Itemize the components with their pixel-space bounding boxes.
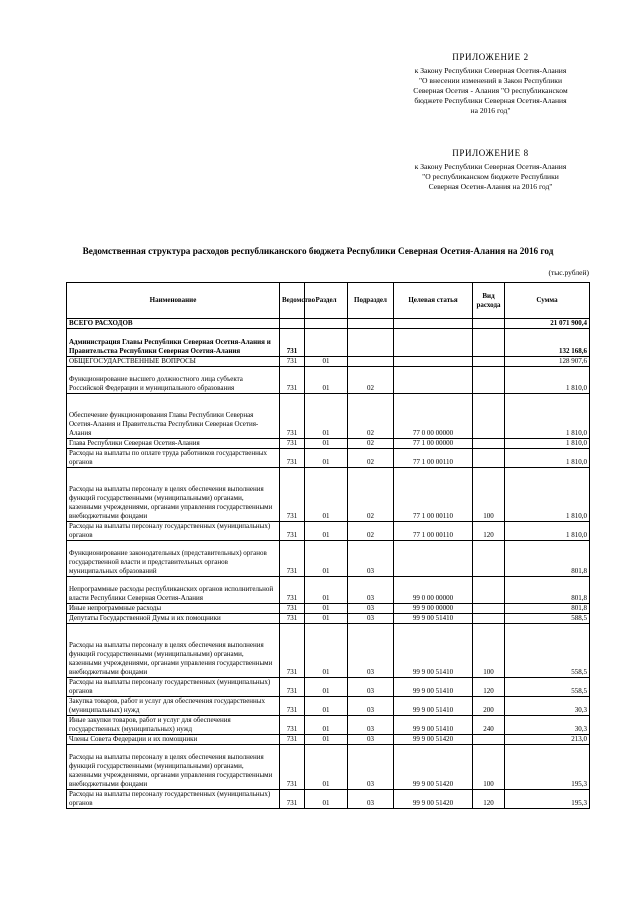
cell-section: 01 — [305, 439, 348, 449]
cell-subsection — [348, 329, 394, 357]
cell-ministry: 731 — [280, 716, 305, 735]
header-ministry: Ведомство — [280, 283, 305, 319]
cell-section: 01 — [305, 614, 348, 624]
table-row — [67, 697, 590, 716]
cell-target-article — [394, 319, 473, 329]
appendix-2-line: бюджете Республики Северная Осетия-Алания — [414, 96, 567, 105]
cell-expense-type — [473, 577, 505, 604]
cell-ministry: 731 — [280, 449, 305, 468]
cell-expense-type — [473, 604, 505, 614]
cell-name: Закупка товаров, работ и услуг для обеспечения государственных (муниципальных) нужд — [67, 697, 280, 716]
cell-name: ВСЕГО РАСХОДОВ — [67, 319, 280, 329]
table-row — [67, 541, 590, 577]
cell-name: Депутаты Государственной Думы и их помощники — [67, 614, 280, 624]
cell-ministry: 731 — [280, 735, 305, 745]
table-row — [67, 522, 590, 541]
cell-section: 01 — [305, 624, 348, 678]
cell-section: 01 — [305, 697, 348, 716]
cell-expense-type: 100 — [473, 468, 505, 522]
cell-ministry: 731 — [280, 329, 305, 357]
cell-target-article: 99 9 00 51410 — [394, 614, 473, 624]
cell-name: Функционирование законодательных (представительных) органов государственной власти и представительных органов муниципальных образований — [67, 541, 280, 577]
cell-subsection: 03 — [348, 697, 394, 716]
cell-section: 01 — [305, 577, 348, 604]
cell-subsection: 02 — [348, 449, 394, 468]
cell-target-article — [394, 541, 473, 577]
cell-name: Расходы на выплаты персоналу в целях обеспечения выполнения функций государственными (муниципальными) органами, казенными учреждениями, органами управления государственными внебюджетными фондами — [67, 624, 280, 678]
table-row — [67, 604, 590, 614]
cell-ministry: 731 — [280, 604, 305, 614]
cell-target-article — [394, 367, 473, 394]
cell-subsection: 02 — [348, 468, 394, 522]
cell-expense-type: 200 — [473, 697, 505, 716]
cell-section: 01 — [305, 541, 348, 577]
header-subsection: Подраздел — [348, 283, 394, 319]
appendix-2-block — [388, 52, 593, 116]
cell-target-article: 77 1 00 00000 — [394, 439, 473, 449]
cell-section: 01 — [305, 735, 348, 745]
cell-target-article: 99 9 00 51420 — [394, 790, 473, 809]
cell-name: Расходы на выплаты персоналу в целях обеспечения выполнения функций государственными (муниципальными) органами, казенными учреждениями, органами управления государственными внебюджетными фондами — [67, 745, 280, 790]
cell-amount: 1 810,0 — [505, 522, 590, 541]
table-row — [67, 367, 590, 394]
cell-amount: 801,8 — [505, 577, 590, 604]
cell-name: Расходы на выплаты персоналу государственных (муниципальных) органов — [67, 678, 280, 697]
cell-section: 01 — [305, 367, 348, 394]
cell-target-article: 99 9 00 51420 — [394, 745, 473, 790]
cell-section: 01 — [305, 745, 348, 790]
table-row — [67, 357, 590, 367]
table-row — [67, 577, 590, 604]
cell-ministry — [280, 319, 305, 329]
cell-section: 01 — [305, 522, 348, 541]
cell-target-article: 99 9 00 51420 — [394, 735, 473, 745]
cell-section: 01 — [305, 678, 348, 697]
cell-section: 01 — [305, 716, 348, 735]
cell-expense-type — [473, 614, 505, 624]
cell-name: Расходы на выплаты по оплате труда работников государственных органов — [67, 449, 280, 468]
table-row — [67, 468, 590, 522]
cell-name: Расходы на выплаты персоналу государственных (муниципальных) органов — [67, 522, 280, 541]
cell-subsection: 03 — [348, 577, 394, 604]
cell-target-article: 77 1 00 00110 — [394, 449, 473, 468]
appendix-2-line: на 2016 год" — [470, 106, 511, 115]
appendix-8-line: "О республиканском бюджете Республики — [422, 172, 559, 181]
appendix-2-heading: ПРИЛОЖЕНИЕ 2 — [452, 52, 529, 62]
cell-subsection: 03 — [348, 716, 394, 735]
budget-table — [66, 282, 590, 809]
cell-target-article: 99 9 00 51410 — [394, 716, 473, 735]
cell-name: Непрограммные расходы республиканских органов исполнительной власти Республики Северная Осетия-Алания — [67, 577, 280, 604]
document-title: Ведомственная структура расходов республиканского бюджета Республики Северная Осетия-Алания на 2016 год — [82, 246, 554, 256]
cell-subsection: 03 — [348, 735, 394, 745]
cell-expense-type — [473, 735, 505, 745]
cell-section: 01 — [305, 604, 348, 614]
table-row — [67, 716, 590, 735]
cell-amount: 1 810,0 — [505, 439, 590, 449]
cell-expense-type: 240 — [473, 716, 505, 735]
cell-amount: 1 810,0 — [505, 449, 590, 468]
table-row — [67, 439, 590, 449]
cell-target-article: 99 9 00 51410 — [394, 697, 473, 716]
cell-expense-type: 100 — [473, 624, 505, 678]
table-row — [67, 624, 590, 678]
cell-amount: 195,3 — [505, 790, 590, 809]
cell-subsection — [348, 319, 394, 329]
cell-expense-type — [473, 394, 505, 439]
cell-ministry: 731 — [280, 678, 305, 697]
cell-expense-type — [473, 329, 505, 357]
appendix-2-line: "О внесении изменений в Закон Республики — [418, 76, 563, 85]
cell-amount: 558,5 — [505, 678, 590, 697]
cell-ministry: 731 — [280, 624, 305, 678]
cell-section: 01 — [305, 449, 348, 468]
cell-name: Члены Совета Федерации и их помощники — [67, 735, 280, 745]
table-row — [67, 394, 590, 439]
cell-amount: 30,3 — [505, 716, 590, 735]
cell-section — [305, 329, 348, 357]
cell-ministry: 731 — [280, 790, 305, 809]
cell-expense-type — [473, 541, 505, 577]
cell-subsection: 03 — [348, 604, 394, 614]
cell-expense-type: 120 — [473, 522, 505, 541]
cell-subsection: 02 — [348, 367, 394, 394]
cell-name: Иные непрограммные расходы — [67, 604, 280, 614]
cell-subsection: 02 — [348, 522, 394, 541]
cell-amount: 30,3 — [505, 697, 590, 716]
cell-expense-type: 120 — [473, 790, 505, 809]
cell-ministry: 731 — [280, 614, 305, 624]
cell-name: Глава Республики Северная Осетия-Алания — [67, 439, 280, 449]
cell-ministry: 731 — [280, 357, 305, 367]
appendix-8-heading: ПРИЛОЖЕНИЕ 8 — [452, 148, 529, 158]
cell-target-article: 99 0 00 00000 — [394, 577, 473, 604]
header-name: Наименование — [67, 283, 280, 319]
table-row — [67, 790, 590, 809]
cell-ministry: 731 — [280, 697, 305, 716]
appendix-8-line: к Закону Республики Северная Осетия-Алания — [414, 162, 567, 171]
cell-target-article: 99 9 00 51410 — [394, 624, 473, 678]
cell-section: 01 — [305, 394, 348, 439]
cell-subsection: 03 — [348, 790, 394, 809]
unit-label: (тыс.рублей) — [548, 268, 589, 277]
appendix-2-line: к Закону Республики Северная Осетия-Алания — [414, 66, 567, 75]
header-amount: Сумма — [505, 283, 590, 319]
cell-subsection: 03 — [348, 541, 394, 577]
table-header-row — [67, 283, 590, 319]
cell-section: 01 — [305, 790, 348, 809]
cell-amount: 801,8 — [505, 541, 590, 577]
cell-section: 01 — [305, 468, 348, 522]
cell-expense-type: 120 — [473, 678, 505, 697]
cell-target-article: 77 1 00 00110 — [394, 468, 473, 522]
cell-amount: 21 071 900,4 — [505, 319, 590, 329]
appendix-8-block — [388, 148, 593, 192]
cell-name: Иные закупки товаров, работ и услуг для обеспечения государственных (муниципальных) нужд — [67, 716, 280, 735]
cell-subsection: 03 — [348, 678, 394, 697]
cell-subsection: 03 — [348, 624, 394, 678]
table-row — [67, 319, 590, 329]
cell-target-article: 99 9 00 51410 — [394, 678, 473, 697]
table-row — [67, 678, 590, 697]
cell-subsection: 03 — [348, 614, 394, 624]
cell-amount: 213,0 — [505, 735, 590, 745]
cell-amount: 132 168,6 — [505, 329, 590, 357]
cell-target-article — [394, 329, 473, 357]
cell-amount: 588,5 — [505, 614, 590, 624]
appendix-2-line: Северная Осетия - Алания "О республиканском — [413, 86, 568, 95]
cell-ministry: 731 — [280, 439, 305, 449]
cell-ministry: 731 — [280, 367, 305, 394]
cell-subsection — [348, 357, 394, 367]
cell-ministry: 731 — [280, 541, 305, 577]
cell-subsection: 02 — [348, 439, 394, 449]
header-section: Раздел — [305, 283, 348, 319]
cell-target-article — [394, 357, 473, 367]
cell-expense-type — [473, 319, 505, 329]
appendix-8-line: Северная Осетия-Алания на 2016 год" — [428, 182, 553, 191]
cell-expense-type — [473, 449, 505, 468]
cell-amount: 128 907,6 — [505, 357, 590, 367]
cell-ministry: 731 — [280, 468, 305, 522]
cell-target-article: 99 9 00 00000 — [394, 604, 473, 614]
cell-amount: 558,5 — [505, 624, 590, 678]
cell-subsection: 03 — [348, 745, 394, 790]
table-row — [67, 745, 590, 790]
cell-ministry: 731 — [280, 394, 305, 439]
cell-amount: 1 810,0 — [505, 394, 590, 439]
cell-amount: 801,8 — [505, 604, 590, 614]
header-target-article: Целевая статья — [394, 283, 473, 319]
cell-ministry: 731 — [280, 577, 305, 604]
table-row — [67, 449, 590, 468]
cell-amount: 195,3 — [505, 745, 590, 790]
cell-name: Обеспечение функционирования Главы Республики Северная Осетия-Алания и Правительства Республики Северная Осетия-Алания — [67, 394, 280, 439]
cell-amount: 1 810,0 — [505, 468, 590, 522]
cell-expense-type — [473, 439, 505, 449]
cell-expense-type — [473, 357, 505, 367]
table-row — [67, 735, 590, 745]
cell-amount: 1 810,0 — [505, 367, 590, 394]
header-expense-type: Вид расхода — [473, 283, 505, 319]
cell-name: Расходы на выплаты персоналу в целях обеспечения выполнения функций государственными (муниципальными) органами, казенными учреждениями, органами управления государственными внебюджетными фондами — [67, 468, 280, 522]
cell-name: Расходы на выплаты персоналу государственных (муниципальных) органов — [67, 790, 280, 809]
cell-name: Функционирование высшего должностного лица субъекта Российской Федерации и муниципального образования — [67, 367, 280, 394]
cell-expense-type: 100 — [473, 745, 505, 790]
cell-subsection: 02 — [348, 394, 394, 439]
cell-section — [305, 319, 348, 329]
cell-target-article: 77 0 00 00000 — [394, 394, 473, 439]
cell-name: Администрация Главы Республики Северная Осетия-Алания и Правительства Республики Северная Осетия-Алания — [67, 329, 280, 357]
cell-section: 01 — [305, 357, 348, 367]
cell-expense-type — [473, 367, 505, 394]
cell-name: ОБЩЕГОСУДАРСТВЕННЫЕ ВОПРОСЫ — [67, 357, 280, 367]
cell-ministry: 731 — [280, 745, 305, 790]
table-row — [67, 614, 590, 624]
cell-ministry: 731 — [280, 522, 305, 541]
cell-target-article: 77 1 00 00110 — [394, 522, 473, 541]
table-row — [67, 329, 590, 357]
